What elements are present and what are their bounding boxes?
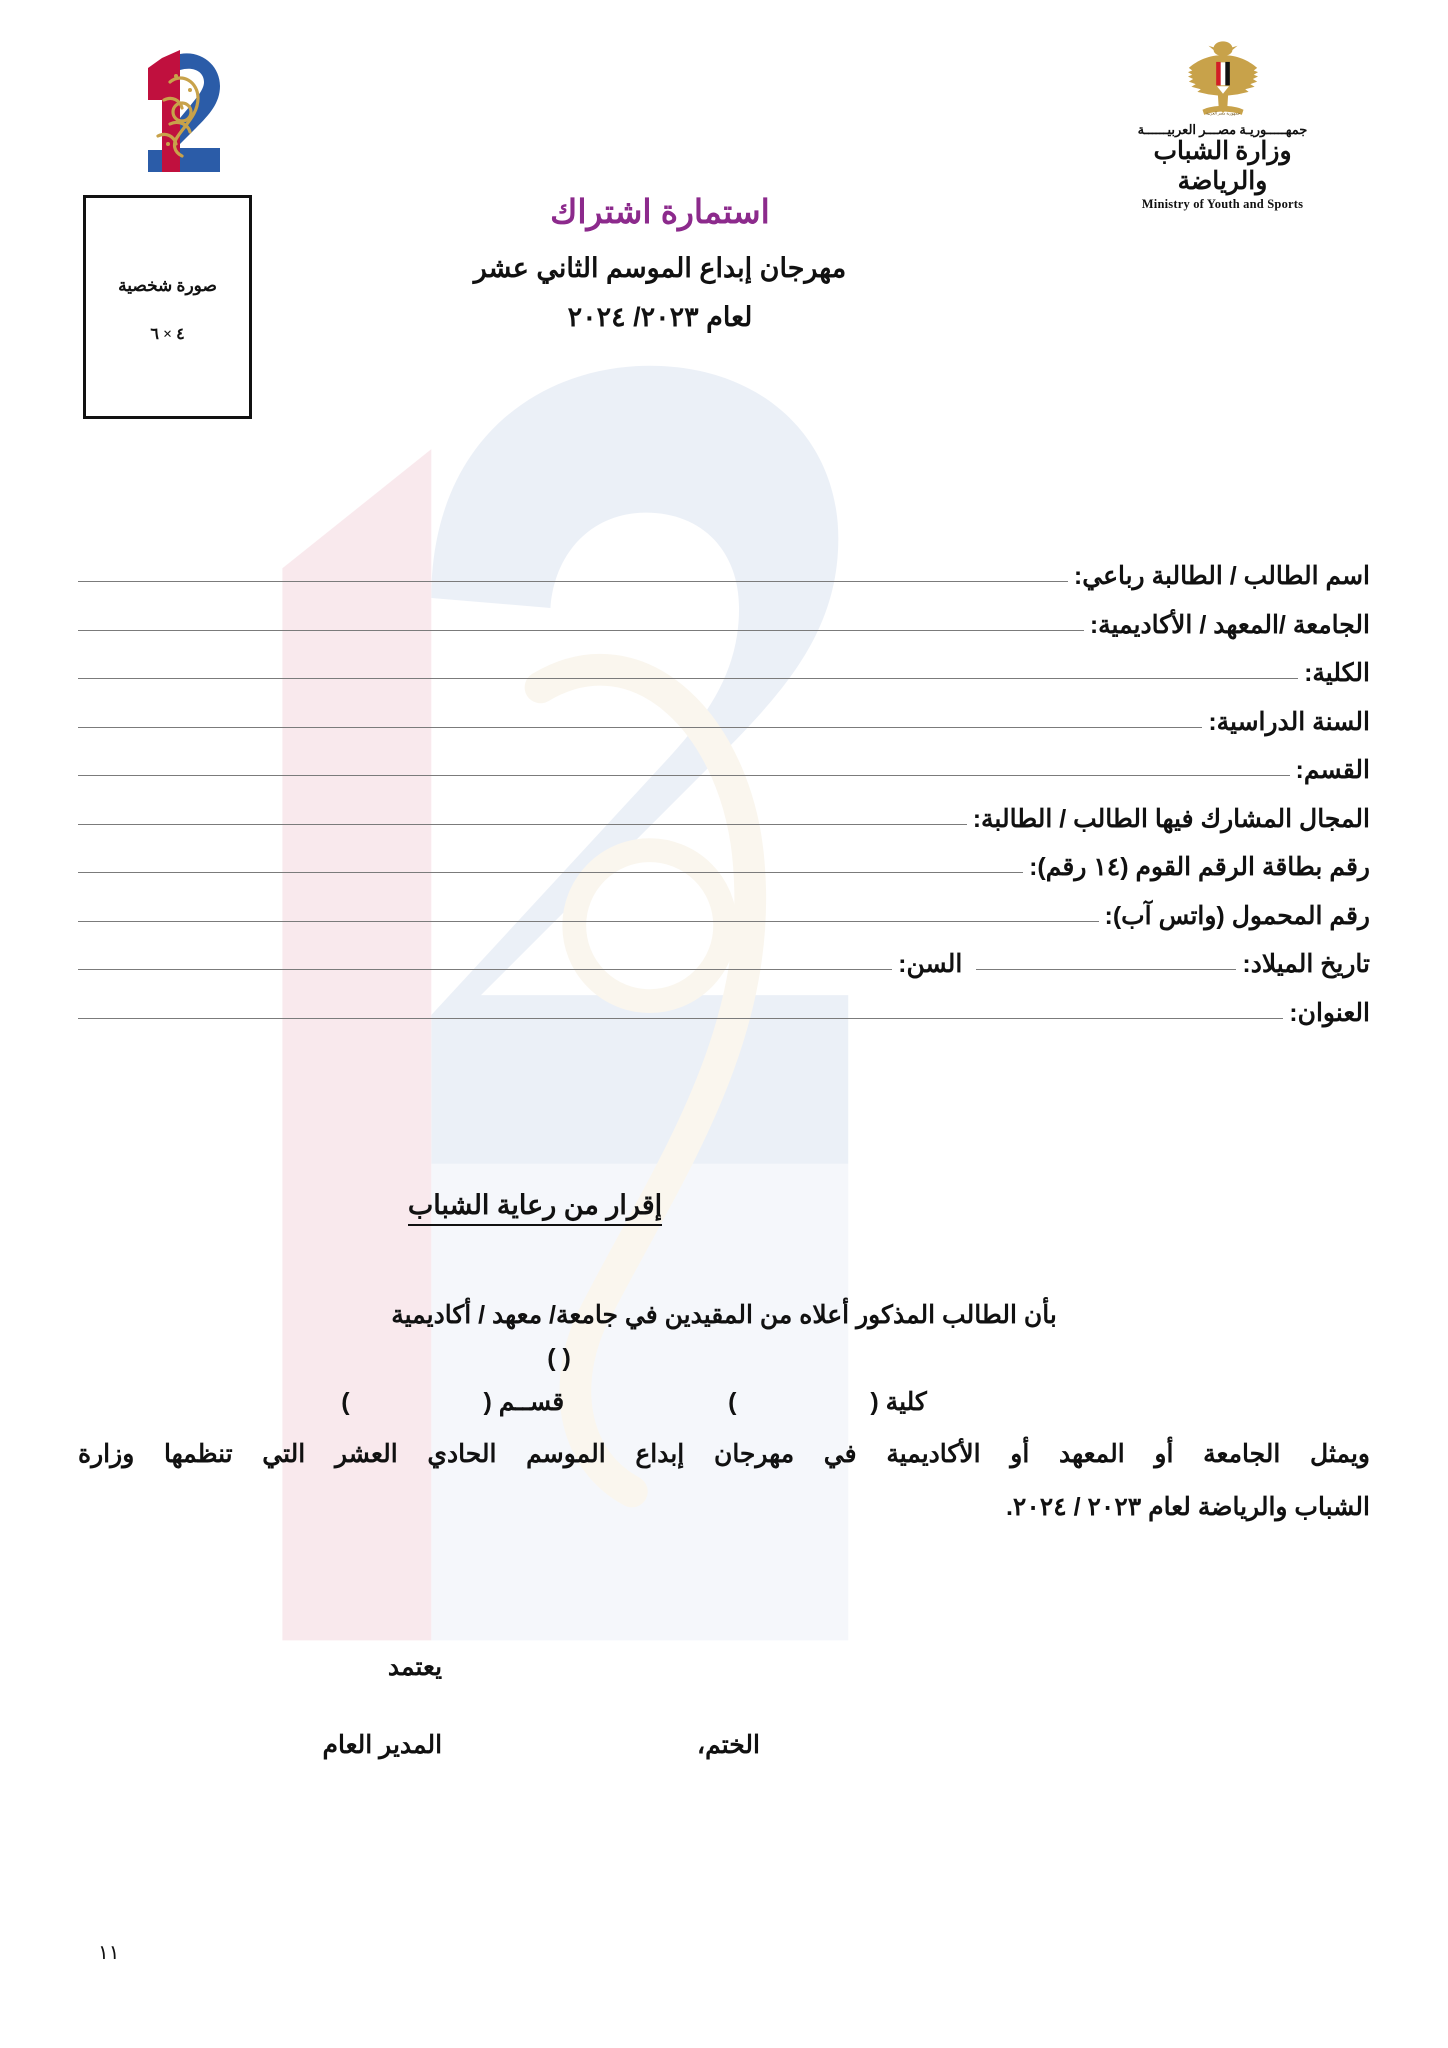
declaration-line-1: بأن الطالب المذكور أعلاه من المقيدين في جامعة/ معهد / أكاديمية <box>391 1301 1057 1329</box>
ministry-logo <box>1115 38 1330 211</box>
field-label: الجامعة /المعهد / الأكاديمية: <box>1089 610 1370 639</box>
photo-box-size: ٤ × ٦ <box>150 326 185 343</box>
write-in-line[interactable] <box>78 774 1290 776</box>
field-label: المجال المشارك فيها الطالب / الطالبة: <box>972 804 1370 833</box>
write-in-line[interactable] <box>78 629 1084 631</box>
field-label: رقم بطاقة الرقم القوم (١٤ رقم): <box>1029 853 1370 881</box>
declaration-faculty-label: كلية ( <box>870 1388 927 1416</box>
write-in-line[interactable] <box>78 871 1023 873</box>
field-label: القسم: <box>1295 756 1370 784</box>
field-student-name[interactable] <box>78 555 1370 589</box>
field-label: الكلية: <box>1304 659 1370 687</box>
field-birthdate-and-age[interactable] <box>78 943 1370 977</box>
ministry-name-line: وزارة الشباب والرياضة <box>1153 138 1292 195</box>
declaration-paragraph: ويمثل الجامعة أو المعهد أو الأكاديمية في مهرجان إبداع الموسم الحادي العشر التي تنظمها وزارة <box>78 1439 1370 1468</box>
field-label: السنة الدراسية: <box>1208 707 1370 736</box>
festival-year: لعام ٢٠٢٣/ ٢٠٢٤ <box>567 302 753 332</box>
field-label: العنوان: <box>1289 998 1370 1027</box>
field-label: رقم المحمول (واتس آب): <box>1104 901 1370 930</box>
title-block <box>300 192 1020 333</box>
declaration-faculty-close: ) <box>728 1388 737 1416</box>
field-university[interactable] <box>78 604 1370 638</box>
form-fields <box>78 555 1370 1040</box>
approval-label: يعتمد <box>387 1653 443 1681</box>
festival-12-logo <box>120 40 240 190</box>
field-participation-area[interactable] <box>78 798 1370 832</box>
ministry-country-line: جمهـــــوريـة مصـــر العربيــــــة <box>1137 122 1308 137</box>
age-label: السن: <box>898 950 963 978</box>
field-label: اسم الطالب / الطالبة رباعي: <box>1073 562 1370 590</box>
signature-row <box>78 1730 1370 1760</box>
stamp-label: الختم، <box>697 1731 760 1759</box>
declaration-department-close: ) <box>341 1388 350 1416</box>
festival-subtitle: مهرجان إبداع الموسم الثاني عشر <box>473 253 847 283</box>
page-number: ١١ <box>98 1942 120 1964</box>
declaration-faculty-department-line[interactable] <box>78 1382 1190 1423</box>
write-in-line[interactable] <box>78 920 1099 922</box>
field-mobile-whatsapp[interactable] <box>78 895 1370 929</box>
write-in-line[interactable] <box>78 726 1202 728</box>
page-title: استمارة اشتراك <box>550 193 770 230</box>
declaration-heading: إقرار من رعاية الشباب <box>408 1190 662 1226</box>
field-academic-year[interactable] <box>78 701 1370 735</box>
photo-box-label: صورة شخصية <box>118 276 217 295</box>
personal-photo-box <box>83 195 252 419</box>
declaration-paragraph-last: الشباب والرياضة لعام ٢٠٢٣ / ٢٠٢٤. <box>1005 1492 1370 1521</box>
field-address[interactable] <box>78 992 1370 1026</box>
eagle-of-saladin-icon <box>1179 38 1267 120</box>
write-in-line[interactable] <box>78 580 1068 582</box>
field-department[interactable] <box>78 749 1370 783</box>
svg-text:جمهورية مصر العربية: جمهورية مصر العربية <box>1205 111 1240 116</box>
declaration-department-label: قســم ( <box>483 1388 565 1416</box>
age-write-in-line[interactable] <box>78 968 892 970</box>
declaration-body <box>78 1295 1370 1529</box>
ministry-english-line: Ministry of Youth and Sports <box>1141 197 1304 211</box>
declaration-heading-wrap <box>80 1190 1370 1226</box>
director-general-label: المدير العام <box>322 1731 443 1759</box>
field-national-id[interactable] <box>78 846 1370 880</box>
write-in-line[interactable] <box>78 823 967 825</box>
declaration-blank-parenthesis[interactable]: ( ) <box>547 1343 571 1372</box>
birthdate-label: تاريخ الميلاد: <box>1242 950 1370 978</box>
birthdate-write-in-line[interactable] <box>976 968 1236 970</box>
write-in-line[interactable] <box>78 677 1298 679</box>
field-faculty[interactable] <box>78 652 1370 686</box>
write-in-line[interactable] <box>78 1017 1283 1019</box>
